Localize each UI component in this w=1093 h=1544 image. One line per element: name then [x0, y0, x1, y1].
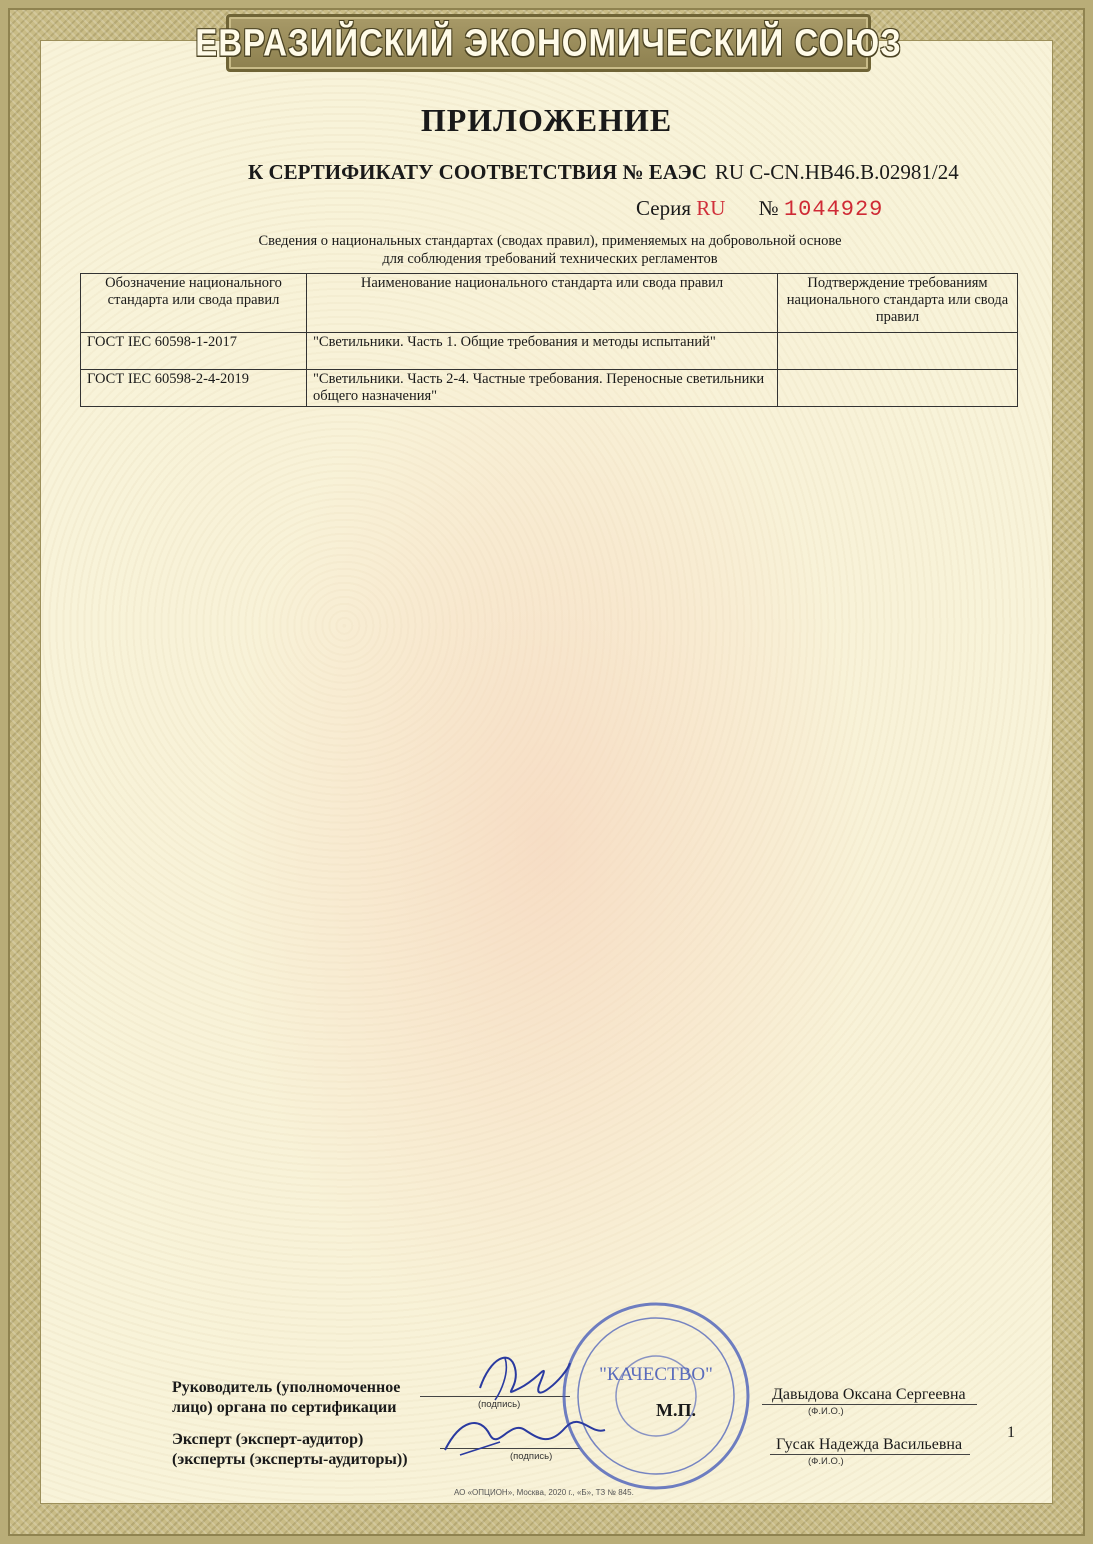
expert-label-line-1: Эксперт (эксперт-аудитор) — [172, 1431, 364, 1448]
table-row — [81, 333, 1018, 370]
head-name-line — [762, 1404, 977, 1405]
expert-signature-scribble — [440, 1410, 610, 1460]
intro-line-1: Сведения о национальных стандартах (сводах правил), применяемых на добровольной основе — [258, 233, 842, 249]
head-name: Давыдова Оксана Сергеевна — [772, 1386, 966, 1403]
standard-name: "Светильники. Часть 2-4. Частные требования. Переносные светильники общего назначения" — [307, 370, 778, 407]
expert-label — [172, 1430, 408, 1470]
number-label: № — [758, 196, 779, 220]
expert-signature-caption: (подпись) — [510, 1451, 553, 1462]
head-label-line-2: лицо) органа по сертификации — [172, 1399, 397, 1416]
seal-place-label: М.П. — [656, 1400, 696, 1420]
page-title: ПРИЛОЖЕНИЕ — [420, 102, 673, 138]
column-header-name: Наименование национального стандарта или свода правил — [307, 274, 778, 333]
page-number: 1 — [1007, 1424, 1015, 1441]
standard-confirmation — [778, 333, 1018, 370]
expert-label-line-2: (эксперты (эксперты-аудиторы)) — [172, 1451, 408, 1468]
head-fio-caption: (Ф.И.О.) — [808, 1406, 844, 1417]
expert-fio-caption: (Ф.И.О.) — [808, 1456, 844, 1467]
certificate-number: RU C-CN.НВ46.В.02981/24 — [714, 160, 959, 184]
head-label-line-1: Руководитель (уполномоченное — [172, 1379, 401, 1396]
standard-confirmation — [778, 370, 1018, 407]
series-line — [636, 196, 883, 222]
head-signature-scribble — [470, 1338, 580, 1408]
standard-code: ГОСТ IEC 60598-1-2017 — [81, 333, 307, 370]
stamp-text: "КАЧЕСТВО" — [599, 1364, 713, 1385]
column-header-code: Обозначение национального стандарта или свода правил — [81, 274, 307, 333]
standards-table — [80, 273, 1018, 407]
round-seal-stamp — [556, 1296, 756, 1496]
column-header-confirmation: Подтверждение требованиям национального стандарта или свода правил — [778, 274, 1018, 333]
intro-line-2: для соблюдения требований технических регламентов — [382, 251, 718, 267]
form-number: 1044929 — [783, 197, 884, 222]
standard-code: ГОСТ IEC 60598-2-4-2019 — [81, 370, 307, 407]
table-row — [81, 370, 1018, 407]
certificate-reference — [248, 160, 959, 185]
table-header-row — [81, 274, 1018, 333]
banner-text: ЕВРАЗИЙСКИЙ ЭКОНОМИЧЕСКИЙ СОЮЗ — [195, 21, 902, 64]
series-value: RU — [696, 196, 726, 220]
head-signature-caption: (подпись) — [478, 1399, 521, 1410]
expert-name-line — [770, 1454, 970, 1455]
standard-name: "Светильники. Часть 1. Общие требования и методы испытаний" — [307, 333, 778, 370]
printer-imprint: АО «ОПЦИОН», Москва, 2020 г., «Б», ТЗ № 845. — [454, 1488, 634, 1497]
expert-name: Гусак Надежда Васильевна — [776, 1436, 963, 1453]
series-label: Серия — [636, 196, 691, 220]
certificate-label: К СЕРТИФИКАТУ СООТВЕТСТВИЯ № ЕАЭС — [248, 160, 707, 184]
intro-text — [150, 232, 950, 268]
head-label — [172, 1378, 400, 1418]
header-banner — [195, 14, 902, 72]
